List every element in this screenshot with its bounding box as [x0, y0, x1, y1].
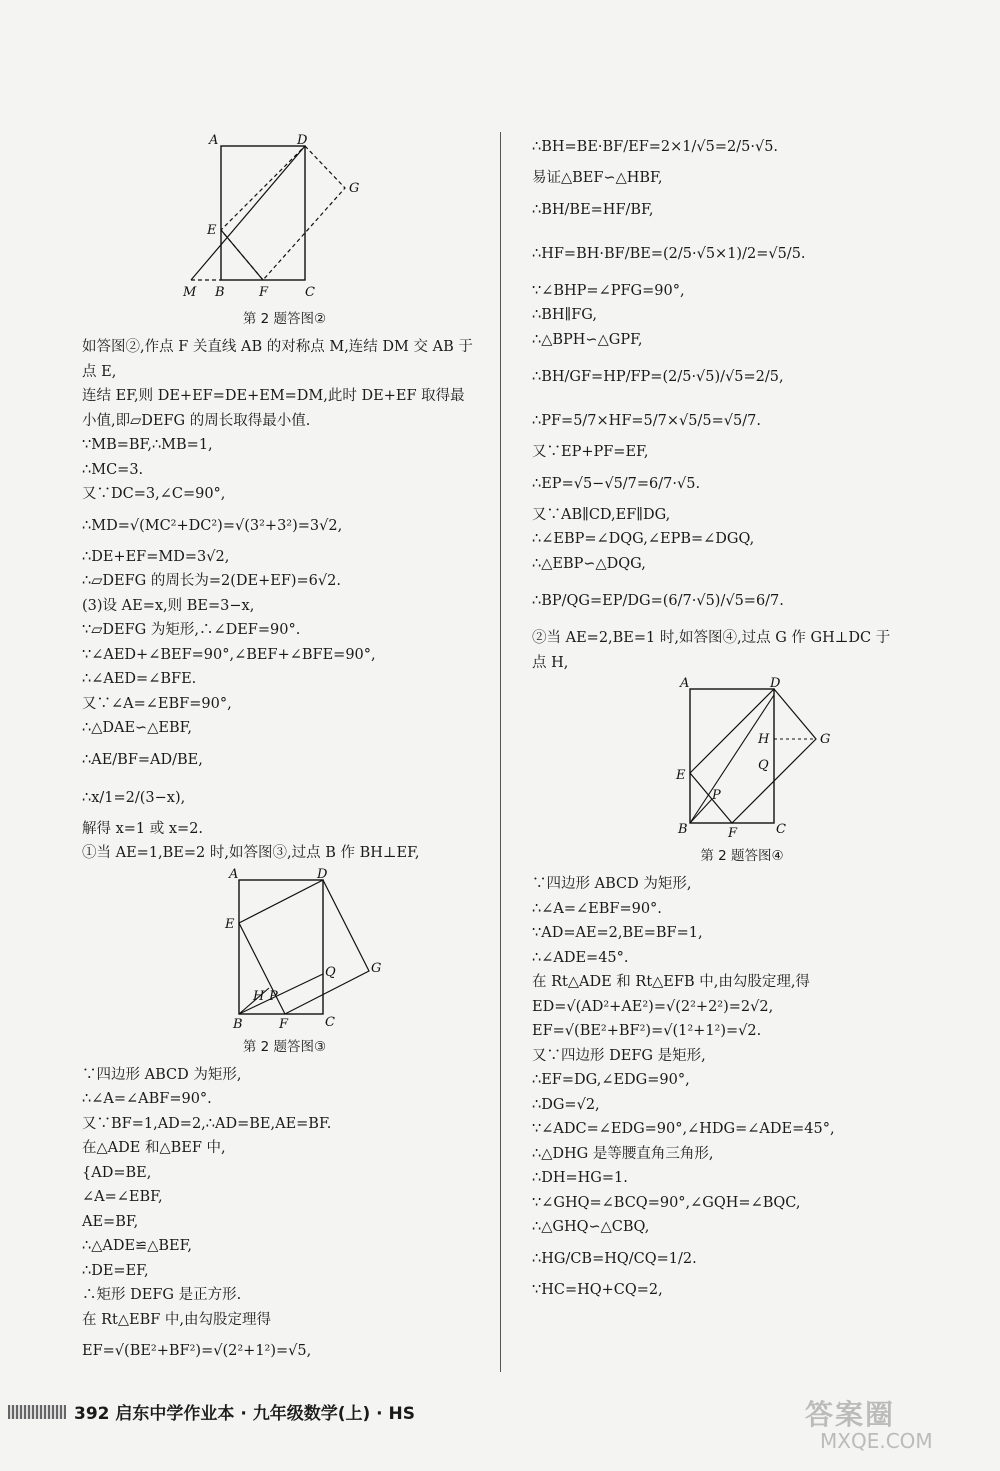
text-line: ∵四边形 ABCD 为矩形, [82, 1066, 242, 1083]
text-line: ∴BH/BE=HF/BF, [532, 201, 654, 218]
text-line: 易证△BEF∽△HBF, [532, 170, 663, 186]
fig2-label-a: A [208, 133, 218, 148]
fig3-label-q: Q [324, 964, 336, 980]
fig3-label-p: P [268, 988, 278, 1004]
fig3-label-g: G [370, 960, 381, 976]
text-line: 又∵AB∥CD,EF∥DG, [532, 506, 671, 523]
fig4-label-d: D [770, 676, 781, 691]
text-line: ∵∠BHP=∠PFG=90°, [532, 282, 685, 299]
text-line: ∴DE=EF, [82, 1262, 149, 1279]
fig2-label-g: G [348, 181, 359, 196]
fig3-label-h: H [252, 988, 264, 1004]
text-line: ∴▱DEFG 的周长为=2(DE+EF)=6√2. [82, 573, 341, 589]
right-text-block-b [532, 872, 952, 1302]
page-title: 392 启东中学作业本 · 九年级数学(上) · HS [74, 1404, 416, 1424]
text-line: 又∵四边形 DEFG 是矩形, [532, 1047, 706, 1064]
text-line: 在 Rt△EBF 中,由勾股定理得 [82, 1311, 272, 1328]
fig4-label-p: P [712, 788, 721, 803]
text-line: ∵MB=BF,∴MB=1, [82, 437, 213, 453]
text-line: 又∵EP+PF=EF, [532, 444, 649, 460]
left-text-block-b [82, 1063, 487, 1371]
text-line: ∴矩形 DEFG 是正方形. [82, 1287, 242, 1303]
figure-2-answer-2 [182, 128, 385, 303]
right-text-block-a [532, 128, 952, 675]
text-line: ①当 AE=1,BE=2 时,如答图③,过点 B 作 BH⊥EF, [82, 845, 420, 861]
text-line: ∴EF=DG,∠EDG=90°, [532, 1072, 690, 1088]
fig2-label-d: D [296, 133, 307, 148]
text-line: ∴DH=HG=1. [532, 1170, 628, 1186]
text-line: ∵四边形 ABCD 为矩形, [532, 876, 692, 892]
text-line: ∴△DAE∽△EBF, [82, 720, 193, 736]
text-line: ∴∠AED=∠BFE. [82, 671, 197, 687]
text-line: 又∵∠A=∠EBF=90°, [82, 695, 232, 712]
text-line: ∴∠A=∠ABF=90°. [82, 1091, 212, 1107]
text-line: {AD=BE, [82, 1164, 152, 1181]
text-line: ∴∠EBP=∠DQG,∠EPB=∠DGQ, [532, 531, 755, 547]
text-line: ∴△BPH∽△GPF, [532, 331, 643, 348]
text-line: 在 Rt△ADE 和 Rt△EFB 中,由勾股定理,得 [532, 974, 810, 990]
text-line: ∴PF=5/7×HF=5/7×√5/5=√5/7. [532, 413, 761, 429]
fig2-label-c: C [304, 285, 315, 300]
watermark-url: MXQE.COM [820, 1429, 933, 1453]
fig4-label-h: H [758, 732, 770, 747]
text-line: ∴△DHG 是等腰直角三角形, [532, 1145, 714, 1162]
text-line: ∴EP=√5−√5/7=6/7·√5. [532, 475, 701, 492]
fig4-label-e: E [676, 768, 686, 783]
fig4-label-b: B [678, 822, 688, 837]
text-line: ∵AD=AE=2,BE=BF=1, [532, 925, 703, 941]
fig3-label-c: C [324, 1014, 335, 1030]
fig4-label-f: F [728, 826, 738, 841]
fig2-label-m: M [182, 285, 196, 300]
text-line: ∵∠ADC=∠EDG=90°,∠HDG=∠ADE=45°, [532, 1121, 835, 1137]
text-line: ∴AE/BF=AD/BE, [82, 751, 203, 768]
text-line: 在△ADE 和△BEF 中, [82, 1140, 226, 1156]
text-line: ∴BH=BE·BF/EF=2×1/√5=2/5·√5. [532, 139, 779, 155]
left-column [82, 128, 487, 1370]
text-line: ∴△ADE≌△BEF, [82, 1238, 193, 1254]
text-line: ∴MC=3. [82, 461, 144, 478]
figure-4-caption: 第 2 题答图④ [700, 848, 784, 864]
text-line: ∴∠A=∠EBF=90°. [532, 900, 662, 917]
text-line: ∴∠ADE=45°. [532, 949, 629, 966]
text-line: ∵▱DEFG 为矩形,∴∠DEF=90°. [82, 622, 301, 638]
right-column [532, 128, 952, 1302]
text-line: ②当 AE=2,BE=1 时,如答图④,过点 G 作 GH⊥DC 于 [532, 630, 891, 646]
text-line: ∵∠AED+∠BEF=90°,∠BEF+∠BFE=90°, [82, 646, 376, 663]
text-line: 又∵BF=1,AD=2,∴AD=BE,AE=BF. [82, 1115, 332, 1132]
footer-decoration [8, 1405, 66, 1419]
figure-3-caption: 第 2 题答图③ [242, 1038, 327, 1055]
fig3-label-a: A [228, 866, 238, 882]
text-line: ∠A=∠EBF, [82, 1189, 163, 1205]
text-line: AE=BF, [82, 1213, 139, 1230]
text-line: ∴△EBP∽△DQG, [532, 555, 646, 572]
text-line: ∴x/1=2/(3−x), [82, 789, 186, 806]
text-line: ∴DE+EF=MD=3√2, [82, 548, 230, 565]
fig4-label-q: Q [758, 758, 769, 773]
text-line: ∴BH/GF=HP/FP=(2/5·√5)/√5=2/5, [532, 369, 784, 385]
fig3-label-d: D [316, 866, 327, 882]
fig2-label-f: F [258, 285, 268, 300]
fig3-label-f: F [278, 1016, 288, 1032]
text-line: ∴BH∥FG, [532, 307, 597, 323]
text-line: ∴BP/QG=EP/DG=(6/7·√5)/√5=6/7. [532, 593, 784, 609]
fig4-label-c: C [776, 822, 786, 837]
text-line: 点 E, [82, 363, 117, 380]
left-text-block-a [82, 335, 487, 866]
text-line: 解得 x=1 或 x=2. [82, 820, 204, 837]
text-line: 点 H, [532, 654, 569, 671]
fig2-label-e: E [206, 223, 216, 238]
page-footer [0, 1393, 1000, 1453]
text-line: (3)设 AE=x,则 BE=3−x, [82, 597, 255, 614]
figure-2-caption: 第 2 题答图② [242, 311, 327, 327]
text-line: ED=√(AD²+AE²)=√(2²+2²)=2√2, [532, 998, 774, 1015]
text-line: EF=√(BE²+BF²)=√(1²+1²)=√2. [532, 1023, 762, 1039]
fig3-label-b: B [232, 1016, 243, 1032]
column-divider [500, 132, 501, 1372]
text-line: ∴HG/CB=HQ/CQ=1/2. [532, 1250, 697, 1267]
watermark-logo: 答案圈 [805, 1398, 896, 1431]
text-line: ∴MD=√(MC²+DC²)=√(3²+3²)=3√2, [82, 517, 343, 534]
fig2-label-b: B [214, 285, 225, 300]
text-line: 连结 EF,则 DE+EF=DE+EM=DM,此时 DE+EF 取得最 [82, 388, 465, 404]
figure-2-answer-4 [642, 675, 842, 840]
fig4-label-g: G [820, 732, 831, 747]
text-line: ∴HF=BH·BF/BE=(2/5·√5×1)/2=√5/5. [532, 245, 806, 262]
text-line: 又∵DC=3,∠C=90°, [82, 486, 226, 502]
text-line: ∵HC=HQ+CQ=2, [532, 1281, 663, 1298]
text-line: 如答图②,作点 F 关直线 AB 的对称点 M,连结 DM 交 AB 于 [82, 339, 473, 355]
fig4-label-a: A [680, 676, 690, 691]
text-line: ∴DG=√2, [532, 1096, 600, 1113]
text-line: EF=√(BE²+BF²)=√(2²+1²)=√5, [82, 1343, 312, 1359]
fig3-label-e: E [224, 916, 234, 932]
figure-2-answer-3 [185, 866, 385, 1031]
text-line: ∴△GHQ∽△CBQ, [532, 1219, 650, 1235]
text-line: 小值,即▱DEFG 的周长取得最小值. [82, 412, 311, 429]
text-line: ∵∠GHQ=∠BCQ=90°,∠GQH=∠BQC, [532, 1194, 801, 1211]
